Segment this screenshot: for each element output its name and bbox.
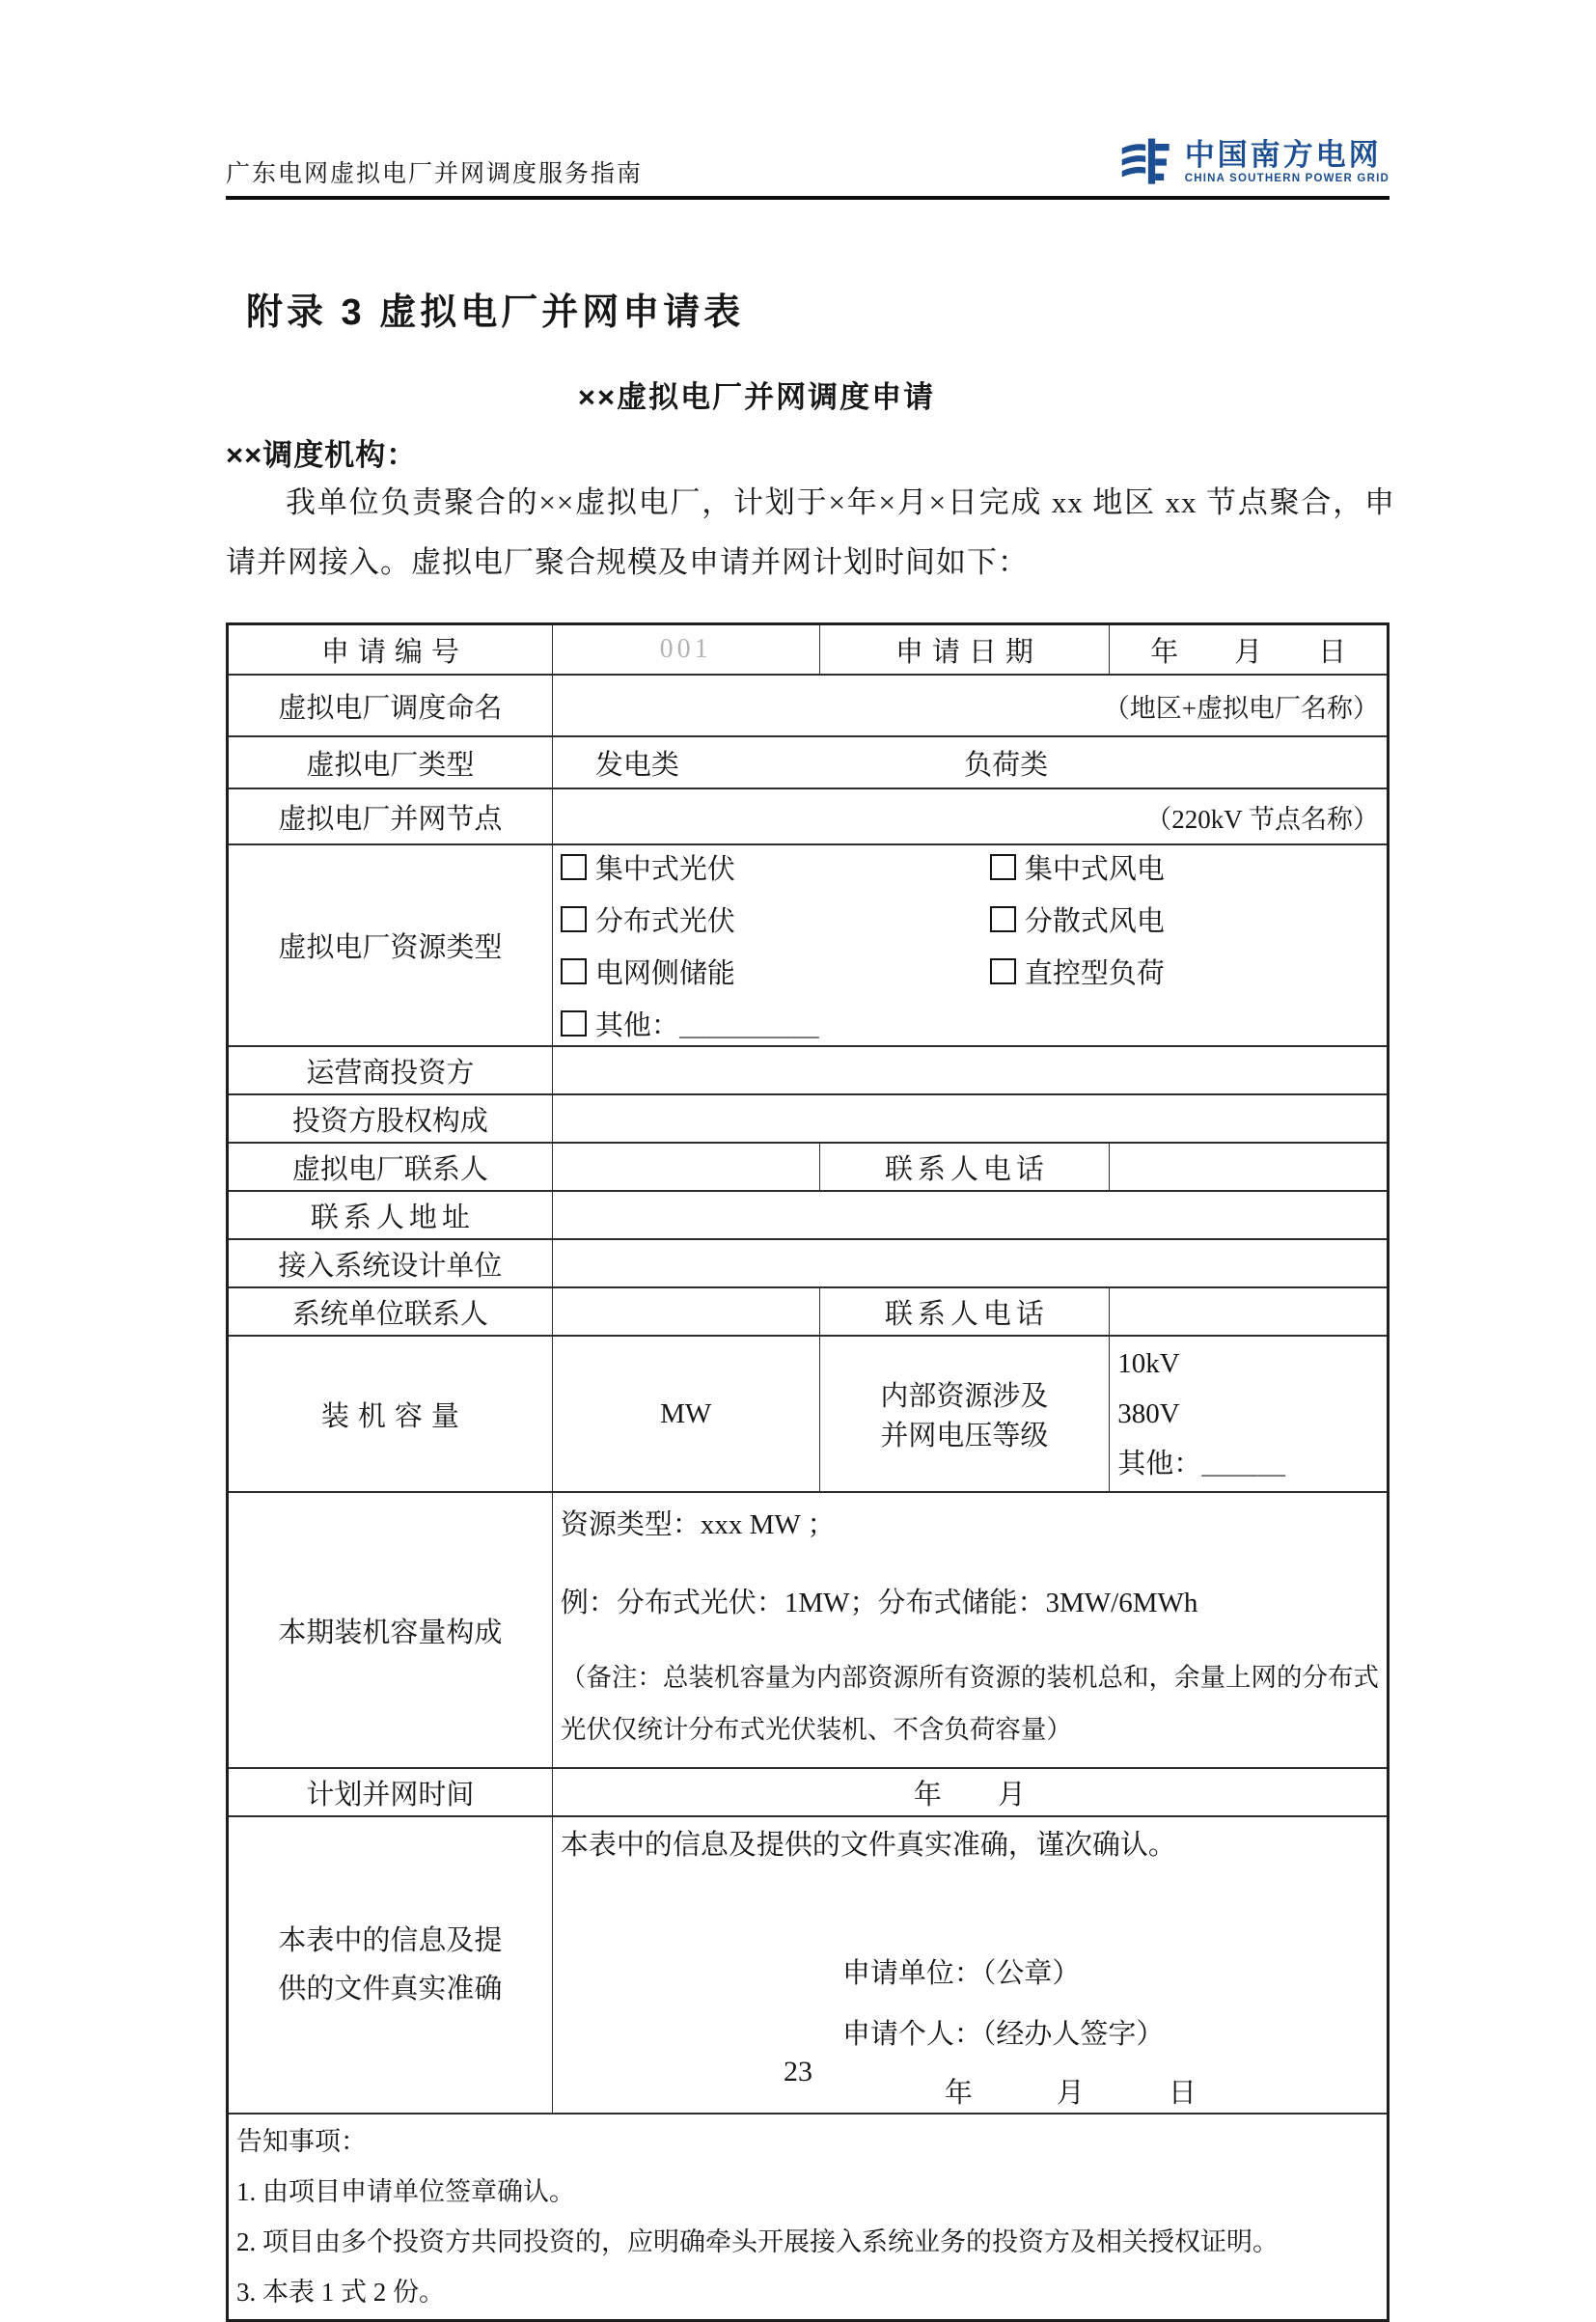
row-resource-type bbox=[228, 844, 1389, 1046]
vpp-contact-field bbox=[552, 1143, 819, 1191]
checkbox-icon bbox=[990, 906, 1016, 932]
grid-node-field: （220kV 节点名称） bbox=[552, 788, 1388, 844]
operator-label: 运营商投资方 bbox=[228, 1046, 553, 1094]
equity-field bbox=[552, 1094, 1388, 1143]
document-title: 广东电网虚拟电厂并网调度服务指南 bbox=[226, 161, 644, 187]
salutation: ××调度机构： bbox=[226, 438, 418, 472]
form-title: ××虚拟电厂并网调度申请 bbox=[577, 380, 936, 414]
checkbox-label: 集中式光伏 bbox=[594, 854, 735, 885]
resource-type-field bbox=[552, 844, 1388, 1046]
checkbox-icon bbox=[990, 854, 1016, 880]
vpp-type-field bbox=[552, 736, 1388, 788]
design-unit-label: 接入系统设计单位 bbox=[228, 1239, 553, 1287]
voltage-option: 其他：＿＿＿ bbox=[1117, 1449, 1286, 1479]
resource-checkbox-grid bbox=[561, 847, 1379, 1043]
row-capacity bbox=[228, 1336, 1389, 1492]
capacity-label: 装机容量 bbox=[228, 1336, 553, 1492]
sys-contact-phone-field bbox=[1110, 1287, 1389, 1336]
checkbox-icon bbox=[561, 854, 587, 880]
dispatch-name-label: 虚拟电厂调度命名 bbox=[228, 675, 553, 736]
row-plan-time bbox=[228, 1768, 1389, 1816]
row-vpp-contact bbox=[228, 1143, 1389, 1191]
plan-time-label: 计划并网时间 bbox=[228, 1768, 553, 1816]
composition-field bbox=[552, 1492, 1388, 1768]
checkbox-option bbox=[990, 952, 1379, 991]
row-grid-node bbox=[228, 788, 1389, 844]
row-sys-contact bbox=[228, 1287, 1389, 1336]
row-equity bbox=[228, 1094, 1389, 1143]
row-operator bbox=[228, 1046, 1389, 1094]
capacity-value: MW bbox=[552, 1336, 819, 1492]
checkbox-icon bbox=[990, 958, 1016, 984]
notice-item: 1. 由项目申请单位签章确认。 bbox=[236, 2177, 575, 2206]
page-number: 23 bbox=[784, 2056, 812, 2087]
checkbox-option-other bbox=[561, 1004, 990, 1043]
application-no-label: 申请编号 bbox=[228, 624, 553, 676]
voltage-option: 10kV bbox=[1117, 1348, 1180, 1379]
notices-title: 告知事项： bbox=[236, 2127, 367, 2156]
notice-item: 3. 本表 1 式 2 份。 bbox=[236, 2278, 445, 2307]
declaration-unit-line: 申请单位：（公章） bbox=[841, 1958, 1081, 1989]
contact-address-field bbox=[552, 1191, 1388, 1239]
vpp-contact-phone-label: 联系人电话 bbox=[819, 1143, 1110, 1191]
csg-logo-icon bbox=[1119, 133, 1175, 191]
appendix-title: 附录 3 虚拟电厂并网申请表 bbox=[246, 292, 745, 333]
notices-cell bbox=[228, 2114, 1389, 2321]
csg-logo-text-cn: 中国南方电网 bbox=[1184, 137, 1382, 172]
sys-contact-phone-label: 联系人电话 bbox=[819, 1287, 1110, 1336]
csg-logo-text-en: CHINA SOUTHERN POWER GRID bbox=[1184, 173, 1390, 185]
voltage-level-options bbox=[1110, 1336, 1389, 1492]
grid-node-label: 虚拟电厂并网节点 bbox=[228, 788, 553, 844]
checkbox-icon bbox=[561, 1010, 587, 1037]
page-header bbox=[226, 108, 1390, 200]
row-composition bbox=[228, 1492, 1389, 1768]
vpp-contact-label: 虚拟电厂联系人 bbox=[228, 1143, 553, 1191]
declaration-label-line1: 本表中的信息及提 bbox=[278, 1925, 503, 1956]
declaration-date-line: 年 月 日 bbox=[944, 2078, 1197, 2109]
composition-note: （备注：总装机容量为内部资源所有资源的装机总和，余量上网的分布式光伏仅统计分布式光伏装机、不含负荷容量） bbox=[560, 1663, 1379, 1744]
design-unit-field bbox=[552, 1239, 1388, 1287]
voltage-level-label bbox=[819, 1336, 1110, 1492]
resource-type-label: 虚拟电厂资源类型 bbox=[228, 844, 553, 1046]
checkbox-label: 直控型负荷 bbox=[1024, 958, 1165, 989]
row-dispatch-name bbox=[228, 675, 1389, 736]
checkbox-label: 集中式风电 bbox=[1024, 854, 1165, 885]
sys-contact-label: 系统单位联系人 bbox=[228, 1287, 553, 1336]
notice-item: 2. 项目由多个投资方共同投资的，应明确牵头开展接入系统业务的投资方及相关授权证明。 bbox=[236, 2227, 1279, 2256]
checkbox-option bbox=[561, 899, 990, 939]
declaration-person-line: 申请个人：（经办人签字） bbox=[841, 2019, 1165, 2050]
row-notices bbox=[228, 2114, 1389, 2321]
checkbox-icon bbox=[561, 958, 587, 984]
voltage-level-label-line2: 并网电压等级 bbox=[880, 1421, 1049, 1451]
composition-line1: 资源类型：xxx MW ； bbox=[560, 1509, 836, 1540]
operator-field bbox=[552, 1046, 1388, 1094]
csg-logo-text bbox=[1184, 137, 1390, 185]
declaration-label-line2: 供的文件真实准确 bbox=[278, 1974, 503, 2004]
row-contact-address bbox=[228, 1191, 1389, 1239]
equity-label: 投资方股权构成 bbox=[228, 1094, 553, 1143]
plan-time-value: 年 月 bbox=[552, 1768, 1388, 1816]
composition-label: 本期装机容量构成 bbox=[228, 1492, 553, 1768]
checkbox-label: 其他：＿＿＿＿＿ bbox=[594, 1010, 819, 1041]
application-date-label: 申请日期 bbox=[819, 624, 1110, 676]
voltage-level-label-line1: 内部资源涉及 bbox=[880, 1381, 1049, 1412]
checkbox-option bbox=[990, 847, 1379, 887]
application-date-value: 年 月 日 bbox=[1110, 624, 1389, 676]
vpp-contact-phone-field bbox=[1110, 1143, 1389, 1191]
voltage-option: 380V bbox=[1117, 1398, 1180, 1429]
csg-logo bbox=[1119, 133, 1390, 191]
vpp-type-label: 虚拟电厂类型 bbox=[228, 736, 553, 788]
checkbox-icon bbox=[561, 906, 587, 932]
vpp-type-load: 负荷类 bbox=[964, 749, 1049, 781]
checkbox-option bbox=[561, 847, 990, 887]
dispatch-name-field: （地区+虚拟电厂名称） bbox=[552, 675, 1388, 736]
checkbox-option bbox=[990, 899, 1379, 939]
checkbox-option bbox=[561, 952, 990, 991]
declaration-statement: 本表中的信息及提供的文件真实准确，谨次确认。 bbox=[560, 1830, 1176, 1861]
sys-contact-field bbox=[552, 1287, 819, 1336]
checkbox-label: 电网侧储能 bbox=[594, 958, 735, 989]
row-design-unit bbox=[228, 1239, 1389, 1287]
checkbox-label: 分布式光伏 bbox=[594, 906, 735, 937]
row-vpp-type bbox=[228, 736, 1389, 788]
application-no-value: 001 bbox=[552, 624, 819, 676]
intro-paragraph: 我单位负责聚合的××虚拟电厂，计划于×年×月×日完成 xx 地区 xx 节点聚合，申请并网接入。虚拟电厂聚合规模及申请并网计划时间如下： bbox=[226, 485, 1395, 579]
composition-line2: 例：分布式光伏：1MW；分布式储能：3MW/6MWh bbox=[560, 1588, 1198, 1618]
vpp-type-generation: 发电类 bbox=[594, 749, 679, 781]
row-application-no bbox=[228, 624, 1389, 676]
checkbox-label: 分散式风电 bbox=[1024, 906, 1165, 937]
contact-address-label: 联系人地址 bbox=[228, 1191, 553, 1239]
